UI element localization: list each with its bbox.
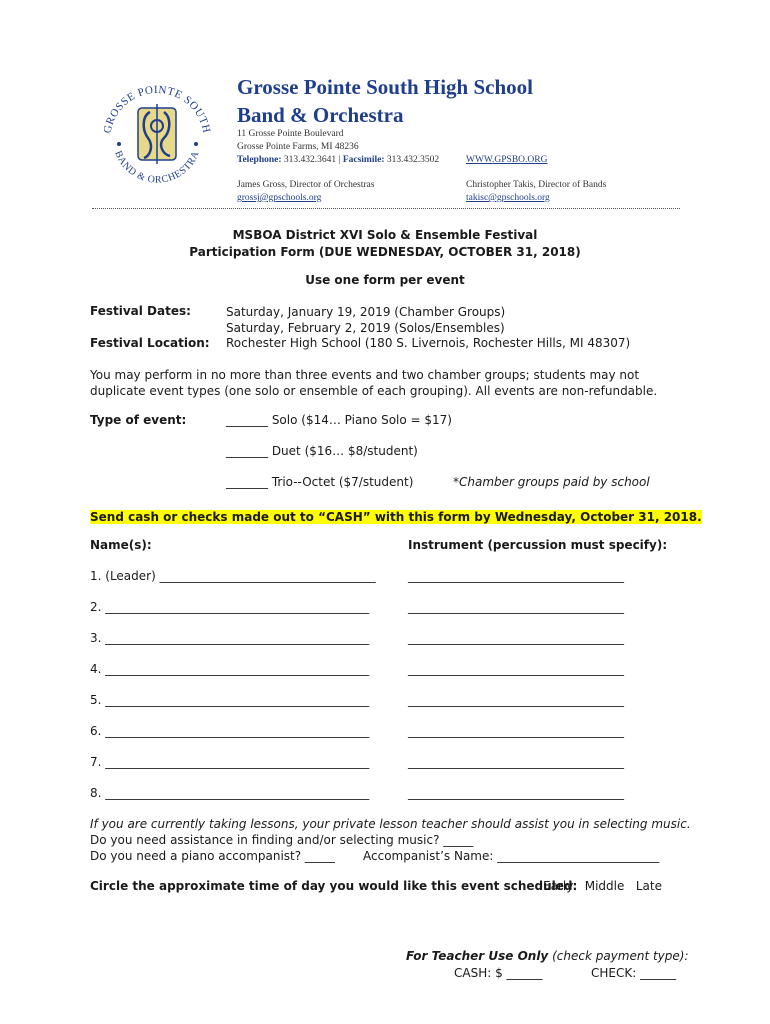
event-trio-field[interactable]: _______ Trio--Octet ($7/student) xyxy=(226,475,414,489)
address-block xyxy=(237,128,439,167)
instrument-header: Instrument (percussion must specify): xyxy=(408,538,668,552)
director2-block xyxy=(466,179,606,205)
assistance-question[interactable]: Do you need assistance in finding and/or selecting music? _____ xyxy=(90,833,474,847)
festival-location-label: Festival Location: xyxy=(90,336,210,350)
instrument-field-7[interactable]: ____________________________________ xyxy=(408,755,624,769)
telephone-number: 313.432.3641 xyxy=(283,155,337,165)
seal-icon xyxy=(92,68,222,198)
name-field-4[interactable]: 4. ____________________________________________ xyxy=(90,662,370,676)
instrument-field-3[interactable]: ____________________________________ xyxy=(408,631,624,645)
form-title-line1: MSBOA District XVI Solo & Ensemble Festival xyxy=(232,228,538,242)
instrument-field-8[interactable]: ____________________________________ xyxy=(408,786,624,800)
festival-dates xyxy=(226,304,505,336)
names-header: Name(s): xyxy=(90,538,152,552)
name-field-1[interactable]: 1. (Leader) ____________________________________ xyxy=(90,569,376,583)
director1-email-link[interactable]: grossj@gpschools.org xyxy=(237,193,322,203)
director2-email-link[interactable]: takisc@gpschools.org xyxy=(466,193,550,203)
name-field-2[interactable]: 2. ____________________________________________ xyxy=(90,600,370,614)
name-field-8[interactable]: 8. ____________________________________________ xyxy=(90,786,370,800)
instrument-field-6[interactable]: ____________________________________ xyxy=(408,724,624,738)
phone-line: Telephone: 313.432.3641 | Facsimile: 313.432.3502 xyxy=(237,155,440,165)
instrument-field-1[interactable]: ____________________________________ xyxy=(408,569,624,583)
director1-block xyxy=(237,179,374,205)
check-field[interactable]: CHECK: ______ xyxy=(591,966,677,980)
school-seal xyxy=(92,68,222,198)
director1-name: James Gross, Director of Orchestras xyxy=(237,180,375,190)
school-name-line1: Grosse Pointe South High School xyxy=(237,75,533,99)
form-title-line2: Participation Form (DUE WEDNESDAY, OCTOBER 31, 2018) xyxy=(189,245,581,259)
instrument-field-4[interactable]: ____________________________________ xyxy=(408,662,624,676)
address-line2: Grosse Pointe Farms, MI 48236 xyxy=(237,142,359,152)
festival-location: Rochester High School (180 S. Livernois, Rochester Hills, MI 48307) xyxy=(226,336,631,350)
address-line1: 11 Grosse Pointe Boulevard xyxy=(237,129,344,139)
name-field-3[interactable]: 3. ____________________________________________ xyxy=(90,631,370,645)
accompanist-name-field[interactable]: Accompanist’s Name: ___________________________ xyxy=(363,849,660,863)
director2-name: Christopher Takis, Director of Bands xyxy=(466,180,607,190)
seal-text-bottom: BAND & ORCHESTRA xyxy=(112,149,202,186)
form-subtitle: Use one form per event xyxy=(305,273,465,287)
header-divider xyxy=(92,208,680,209)
payment-instruction xyxy=(90,506,702,525)
name-field-5[interactable]: 5. ____________________________________________ xyxy=(90,693,370,707)
lessons-note: If you are currently taking lessons, your private lesson teacher should assist you in selecting music. xyxy=(90,817,691,831)
teacher-use-bold: For Teacher Use Only xyxy=(406,949,549,963)
school-name xyxy=(237,73,533,129)
rules-line-2: duplicate event types (one solo or ensemble of each grouping). All events are non-refundable. xyxy=(90,384,658,398)
facsimile-label: Facsimile: xyxy=(342,155,385,165)
time-of-day-label: Circle the approximate time of day you would like this event scheduled: xyxy=(90,879,578,893)
instrument-field-2[interactable]: ____________________________________ xyxy=(408,600,624,614)
instrument-field-5[interactable]: ____________________________________ xyxy=(408,693,624,707)
event-duet-field[interactable]: _______ Duet ($16… $8/student) xyxy=(226,444,418,458)
time-of-day-options[interactable]: Early Middle Late xyxy=(543,879,662,893)
website-link[interactable]: WWW.GPSBO.ORG xyxy=(466,155,548,165)
school-name-line2: Band & Orchestra xyxy=(237,103,404,127)
chamber-note: *Chamber groups paid by school xyxy=(453,475,650,489)
accompanist-question[interactable]: Do you need a piano accompanist? _____ xyxy=(90,849,335,863)
teacher-use-label xyxy=(406,949,689,963)
festival-date-1: Saturday, January 19, 2019 (Chamber Groups) xyxy=(226,305,506,319)
rules-line-1: You may perform in no more than three events and two chamber groups; students may not xyxy=(90,368,640,382)
teacher-use-rest: (check payment type): xyxy=(548,949,689,963)
festival-dates-label: Festival Dates: xyxy=(90,304,191,318)
event-type-label: Type of event: xyxy=(90,413,187,427)
event-solo-field[interactable]: _______ Solo ($14… Piano Solo = $17) xyxy=(226,413,452,427)
name-field-7[interactable]: 7. ____________________________________________ xyxy=(90,755,370,769)
rules-text xyxy=(90,367,657,399)
festival-date-2: Saturday, February 2, 2019 (Solos/Ensembles) xyxy=(226,321,505,335)
payment-instruction-text: Send cash or checks made out to “CASH” with this form by Wednesday, October 31, 2018. xyxy=(90,510,702,524)
form-title xyxy=(0,227,770,261)
telephone-label: Telephone: xyxy=(237,155,282,165)
cash-field[interactable]: CASH: $ ______ xyxy=(454,966,543,980)
name-field-6[interactable]: 6. ____________________________________________ xyxy=(90,724,370,738)
facsimile-number: 313.432.3502 xyxy=(386,155,440,165)
seal-text-top: GROSSE POINTE SOUTH xyxy=(101,83,213,135)
